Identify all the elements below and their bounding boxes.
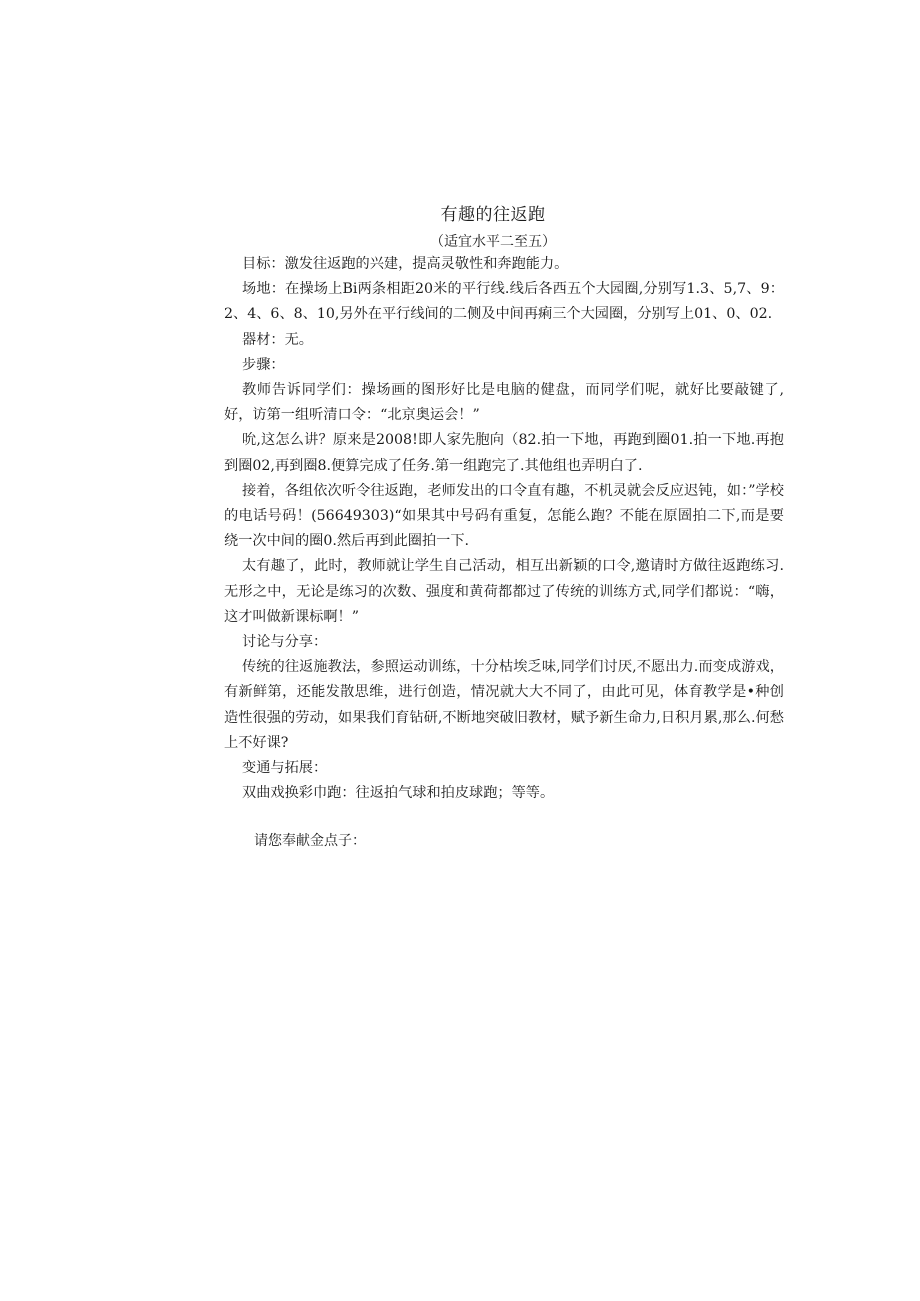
paragraph-goal: 目标：激发往返跑的兴建，提高灵敬性和奔跑能力。 [242, 256, 569, 272]
page-subtitle: （适宜水平二至五） [430, 234, 556, 250]
paragraph-discussion-heading: 讨论与分享： [242, 634, 328, 651]
paragraph-venue: 场地：在操场上Bi两条相距20米的平行线.线后各西五个大园圈,分别写1.3、5,7、9：2、4、6、8、10,另外在平行线间的二侧及中间再痢三个大园圈，分别写上01、0、02. [224, 281, 784, 323]
closing-prompt: 请您奉献金点子： [254, 833, 366, 849]
paragraph-extension-heading: 变通与拓展： [242, 760, 328, 777]
paragraph-step-3: 接着，各组依次听令往返跑，老师发出的口令直有趣，不机灵就会反应迟钝，如：”学校的电话号码！(56649303)“如果其中号码有重复，怎能么跑？不能在原圄拍二下,而是要绕一次中间的圈0.然后再到此圈拍一下. [224, 482, 784, 550]
paragraph-extension: 双曲戏换彩巾跑：往返拍气球和拍皮球跑；等等。 [242, 785, 555, 802]
paragraph-step-4: 太有趣了，此时，教师就让学生自己活动，相互出新颖的口令,邀请时方做往返跑练习.无形之中，无论是练习的次数、强度和黄荷都都过了传统的训练方式,同学们都说：“嗨，这才叫做新课标啊！” [224, 558, 784, 625]
paragraph-steps-heading: 步骤： [242, 356, 285, 373]
paragraph-step-1: 教师告诉同学们：操场画的图形好比是电脑的健盘，而同学们呢，就好比要敲键了,好，访第一组听清口令：“北京奥运会！” [224, 382, 784, 424]
document-body [224, 252, 784, 806]
paragraph-discussion: 传统的往返施教法，参照运动训练，十分枯埃乏味,同学们讨厌,不愿出力.而变成游戏，有新鲜第，还能发散思维，进行创造，情况就大大不同了，由此可见，体育教学是•种创造性很强的劳动，如果我们育钻研,不断地突破旧教材，赋予新生命力,日积月累,那么.何愁上不好课? [224, 659, 784, 751]
paragraph-equipment: 器材：无。 [242, 331, 313, 348]
paragraph-step-2: 吮,这怎么讲？原来是2008!即人家先胞向（82.拍一下地，再跑到圈01.拍一下地.再抱到圈02,再到圈8.便算完成了任务.第一组跑完了.其他组也弄明白了. [224, 432, 784, 474]
page-title: 有趣的往返跑 [440, 205, 546, 225]
